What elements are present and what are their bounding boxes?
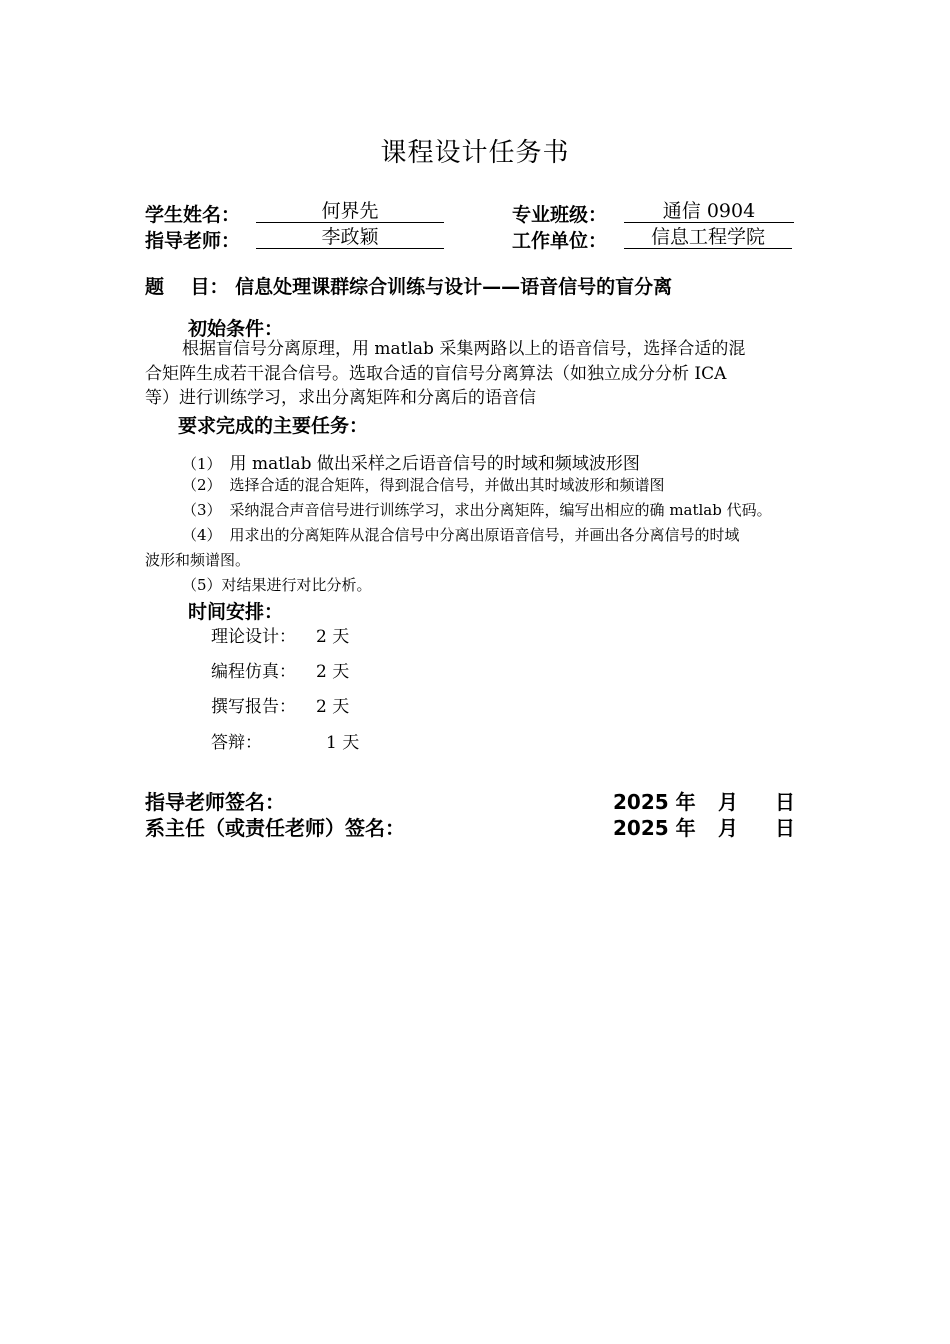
task-number: （5）	[182, 576, 222, 594]
advisor-signature-year: 2025 年	[613, 790, 696, 814]
work-unit-label: 工作单位：	[512, 230, 608, 252]
work-unit-value: 信息工程学院	[624, 226, 792, 249]
task-item-1	[182, 449, 640, 474]
task-number: （1）	[182, 455, 222, 473]
initial-conditions-line-3: 等）进行训练学习，求出分离矩阵和分离后的语音信	[145, 388, 536, 408]
task-item-4	[182, 524, 740, 545]
schedule-item-label: 撰写报告：	[211, 697, 296, 717]
schedule-item-label: 理论设计：	[211, 627, 296, 647]
student-name-label: 学生姓名：	[145, 204, 241, 226]
task-item-4-continued	[145, 549, 250, 570]
director-signature-year: 2025 年	[613, 816, 696, 840]
schedule-item-value: 2 天	[316, 627, 350, 647]
task-text: 对结果进行对比分析。	[221, 576, 372, 594]
major-class-label: 专业班级：	[512, 204, 608, 226]
major-class-value: 通信 0904	[624, 200, 794, 223]
advisor-signature-month: 月	[718, 790, 738, 814]
student-name-value: 何界先	[256, 200, 444, 223]
task-text: 采纳混合声音信号进行训练学习，求出分离矩阵，编写出相应的确 matlab 代码。	[229, 501, 772, 519]
main-tasks-heading: 要求完成的主要任务：	[178, 415, 369, 437]
task-text: 用 matlab 做出采样之后语音信号的时域和频域波形图	[229, 454, 640, 474]
director-signature-month: 月	[718, 816, 738, 840]
task-number: （4）	[182, 526, 222, 544]
task-text: 波形和频谱图。	[145, 551, 251, 569]
task-item-5	[182, 574, 372, 595]
director-signature-day: 日	[775, 816, 795, 840]
advisor-label: 指导老师：	[145, 230, 241, 252]
task-text: 用求出的分离矩阵从混合信号中分离出原语音信号，并画出各分离信号的时域	[229, 526, 740, 544]
director-signature-label: 系主任（或责任老师）签名：	[145, 816, 405, 840]
topic-text: 信息处理课群综合训练与设计——语音信号的盲分离	[235, 276, 673, 298]
task-item-3	[182, 499, 772, 520]
topic-label: 题 目：	[145, 276, 229, 298]
schedule-item-value: 2 天	[316, 662, 350, 682]
task-number: （2）	[182, 476, 222, 494]
schedule-heading: 时间安排：	[188, 601, 284, 623]
advisor-signature-day: 日	[775, 790, 795, 814]
schedule-item-label: 编程仿真：	[211, 662, 296, 682]
initial-conditions-line-2: 合矩阵生成若干混合信号。选取合适的盲信号分离算法（如独立成分分析 ICA	[145, 364, 727, 384]
initial-conditions-heading: 初始条件：	[188, 318, 284, 340]
page-title: 课程设计任务书	[380, 138, 570, 168]
advisor-value: 李政颖	[256, 226, 444, 249]
initial-conditions-line-1: 根据盲信号分离原理，用 matlab 采集两路以上的语音信号，选择合适的混	[182, 339, 746, 359]
topic-line	[145, 272, 672, 299]
schedule-item-label: 答辩：	[211, 733, 262, 753]
advisor-signature-label: 指导老师签名：	[145, 790, 285, 814]
task-number: （3）	[182, 501, 222, 519]
task-text: 选择合适的混合矩阵，得到混合信号，并做出其时域波形和频谱图	[229, 476, 665, 494]
schedule-item-value: 1 天	[326, 733, 360, 753]
task-item-2	[182, 474, 665, 495]
schedule-item-value: 2 天	[316, 697, 350, 717]
